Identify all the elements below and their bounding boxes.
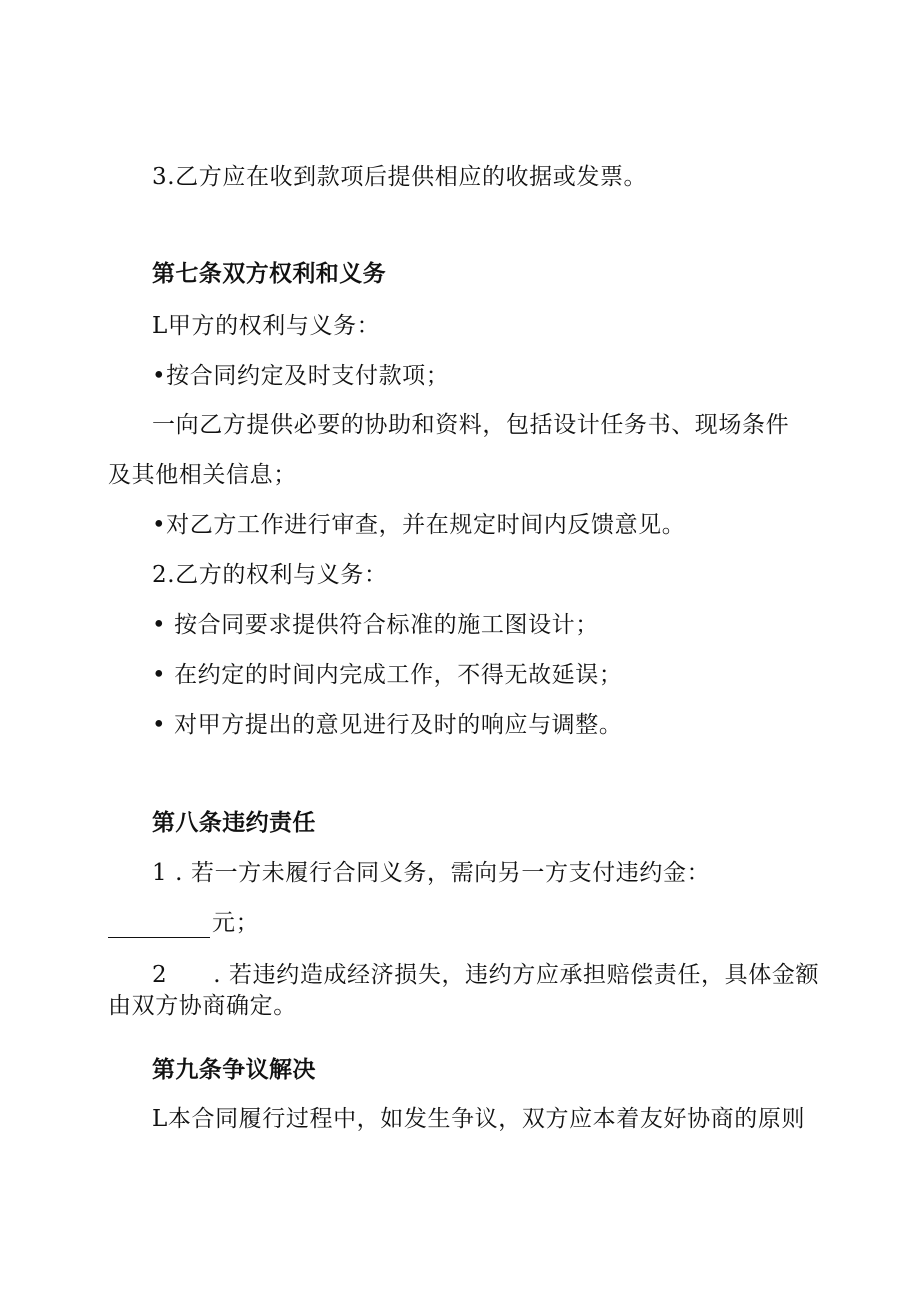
party-a-item-2-line-2: 及其他相关信息； — [108, 462, 297, 488]
party-b-title: 2.乙方的权利与义务： — [152, 562, 388, 588]
party-a-item-1: •按合同约定及时支付款项； — [152, 363, 450, 389]
party-a-title: L甲方的权利与义务： — [152, 313, 381, 339]
article-9-item-1: L本合同履行过程中，如发生争议，双方应本着友好协商的原则 — [152, 1106, 806, 1132]
amount-blank — [108, 915, 210, 938]
article-8-item-2-text: . 若违约造成经济损失，违约方应承担赔偿责任，具体金额 — [213, 962, 820, 988]
article-8-item-1: 1 . 若一方未履行合同义务，需向另一方支付违约金： — [152, 860, 711, 886]
article-8-item-2-number: 2 — [152, 962, 168, 988]
article-8-item-2-line-2: 由双方协商确定。 — [108, 993, 297, 1019]
article-7-heading: 第七条双方权利和义务 — [152, 260, 386, 287]
article-8-item-2-line-1 — [152, 960, 819, 990]
amount-unit: 元； — [212, 910, 260, 936]
party-b-item-1: • 按合同要求提供符合标准的施工图设计； — [152, 612, 599, 638]
receipt-paragraph: 3.乙方应在收到款项后提供相应的收据或发票。 — [152, 164, 648, 190]
party-b-item-3: • 对甲方提出的意见进行及时的响应与调整。 — [152, 712, 623, 738]
party-b-item-2: • 在约定的时间内完成工作，不得无故延误； — [152, 662, 623, 688]
article-8-item-1-amount — [108, 908, 259, 938]
party-a-item-2-line-1: 一向乙方提供必要的协助和资料，包括设计任务书、现场条件 — [152, 412, 790, 438]
party-a-item-3: •对乙方工作进行审查，并在规定时间内反馈意见。 — [152, 512, 686, 538]
article-9-heading: 第九条争议解决 — [152, 1056, 316, 1083]
article-8-heading: 第八条违约责任 — [152, 809, 316, 836]
